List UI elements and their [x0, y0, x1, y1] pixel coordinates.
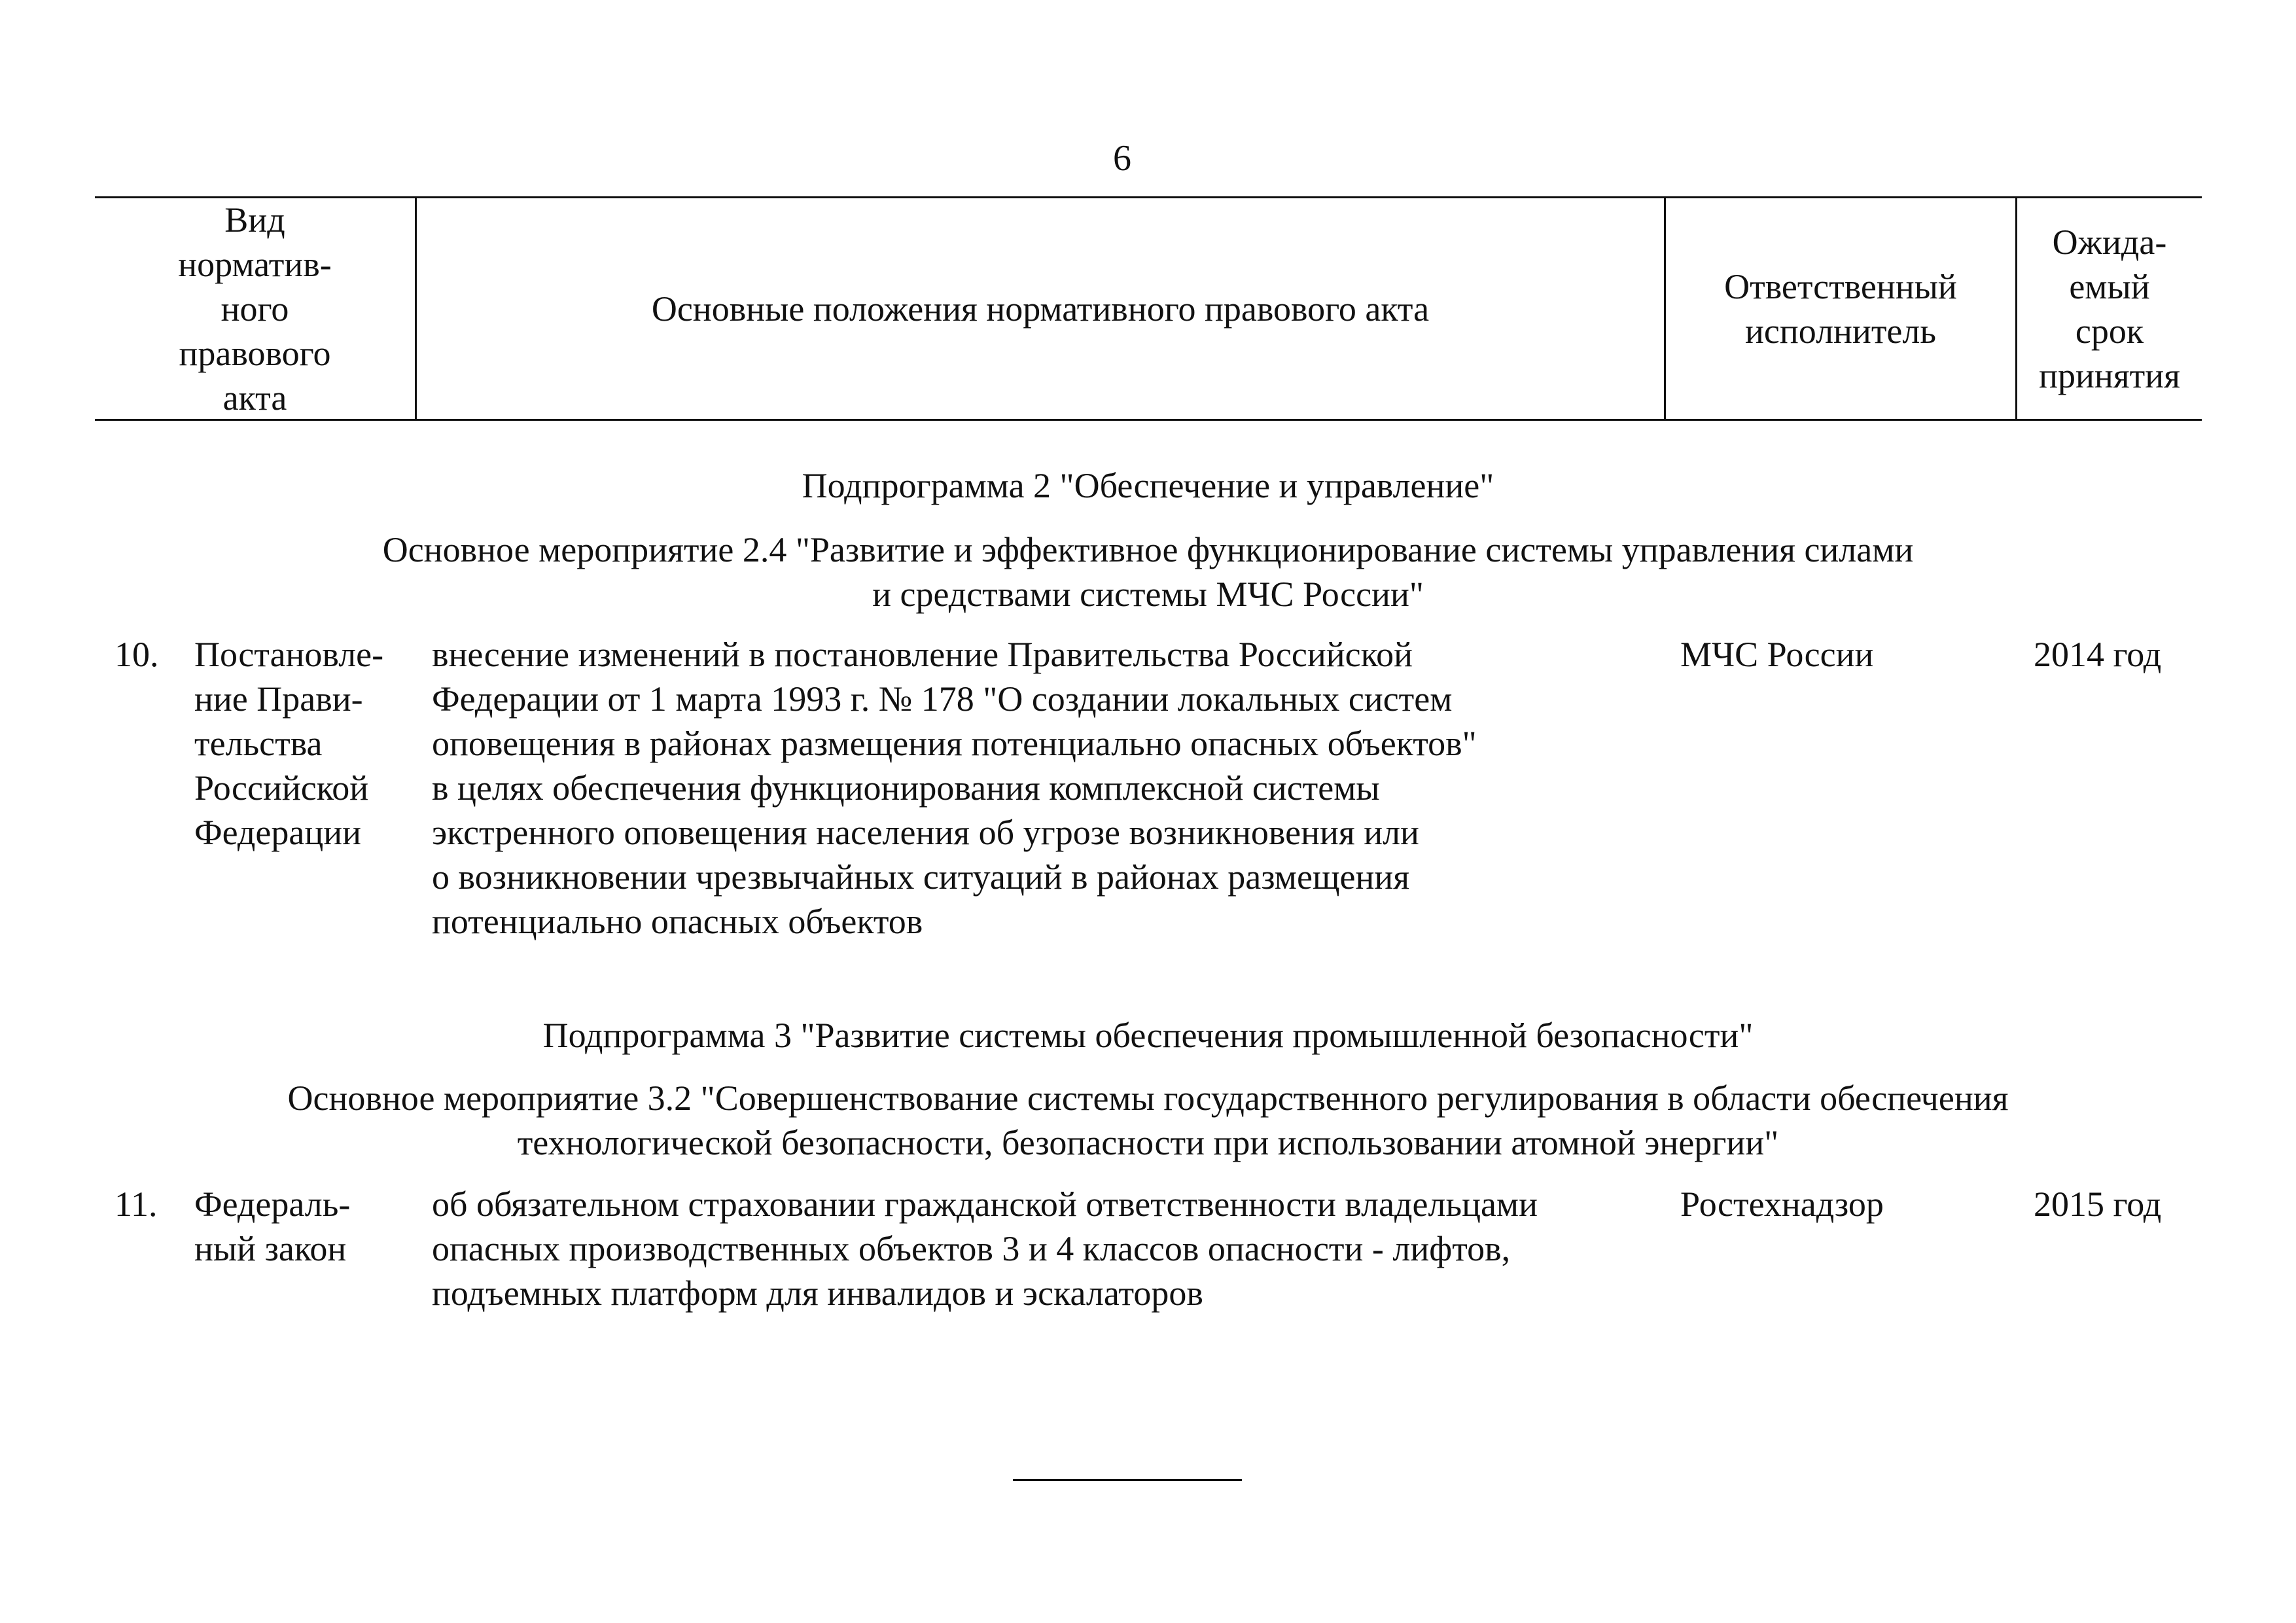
header-bottom-rule [95, 419, 2202, 421]
header-kind-line: акта [222, 378, 287, 418]
header-cell-executor [1666, 198, 2015, 419]
row-kind-line: ный закон [194, 1229, 347, 1268]
row-provisions [432, 1182, 1675, 1315]
row-executor: Ростехнадзор [1680, 1185, 1884, 1224]
row-provisions-line: об обязательном страховании гражданской ответственности владельцами [432, 1185, 1538, 1224]
row-provisions-line: в целях обеспечения функционирования комплексной системы [432, 768, 1380, 808]
row-kind [194, 1182, 417, 1271]
row-provisions-line: о возникновении чрезвычайных ситуаций в районах размещения [432, 857, 1410, 897]
row-kind-line: ние Прави- [194, 679, 363, 719]
row-provisions [432, 632, 1675, 944]
header-term-line: принятия [2039, 355, 2180, 395]
subprogram-title: Подпрограмма 2 "Обеспечение и управление" [802, 466, 1494, 505]
page-number: 6 [1113, 138, 1131, 179]
row-kind-line: Федерации [194, 813, 362, 852]
header-cell-term [2017, 198, 2202, 419]
row-provisions-line: оповещения в районах размещения потенциально опасных объектов" [432, 724, 1477, 763]
header-kind-line: ного [221, 289, 289, 329]
row-term: 2014 год [2034, 635, 2162, 674]
header-term-line: емый [2069, 266, 2150, 306]
header-term-line: срок [2075, 311, 2144, 351]
header-term-line: Ожида- [2052, 222, 2167, 262]
measure-title-line: Основное мероприятие 2.4 "Развитие и эффективное функционирование системы управления силами [382, 530, 1914, 569]
subprogram-title: Подпрограмма 3 "Развитие системы обеспечения промышленной безопасности" [542, 1016, 1754, 1055]
header-cell-kind [95, 198, 415, 419]
header-kind-line: правового [179, 333, 331, 373]
row-provisions-line: потенциально опасных объектов [432, 902, 923, 941]
row-term: 2015 год [2034, 1185, 2162, 1224]
row-provisions-line: Федерации от 1 марта 1993 г. № 178 "О создании локальных систем [432, 679, 1453, 719]
row-kind [194, 632, 417, 855]
header-provisions-label: Основные положения нормативного правового акта [651, 289, 1430, 329]
measure-title-line: и средствами системы МЧС России" [872, 575, 1424, 614]
row-number: 11. [115, 1185, 158, 1224]
measure-title-line: технологической безопасности, безопасности при использовании атомной энергии" [517, 1123, 1779, 1162]
header-kind-line: норматив- [178, 244, 332, 284]
row-provisions-line: опасных производственных объектов 3 и 4 классов опасности - лифтов, [432, 1229, 1511, 1268]
measure-title-line: Основное мероприятие 3.2 "Совершенствование системы государственного регулирования в области обеспечения [287, 1079, 2009, 1118]
header-executor-line: исполнитель [1745, 311, 1936, 351]
row-executor: МЧС России [1680, 635, 1874, 674]
row-kind-line: тельства [194, 724, 323, 763]
header-cell-provisions [417, 198, 1664, 419]
row-provisions-line: экстренного оповещения населения об угрозе возникновения или [432, 813, 1419, 852]
header-executor-line: Ответственный [1724, 266, 1957, 306]
row-kind-line: Российской [194, 768, 369, 808]
header-kind-line: Вид [224, 200, 285, 240]
row-number: 10. [115, 635, 159, 674]
row-provisions-line: внесение изменений в постановление Правительства Российской [432, 635, 1413, 674]
footer-rule [1013, 1479, 1242, 1481]
row-kind-line: Постановле- [194, 635, 384, 674]
row-kind-line: Федераль- [194, 1185, 351, 1224]
row-provisions-line: подъемных платформ для инвалидов и эскалаторов [432, 1274, 1203, 1313]
